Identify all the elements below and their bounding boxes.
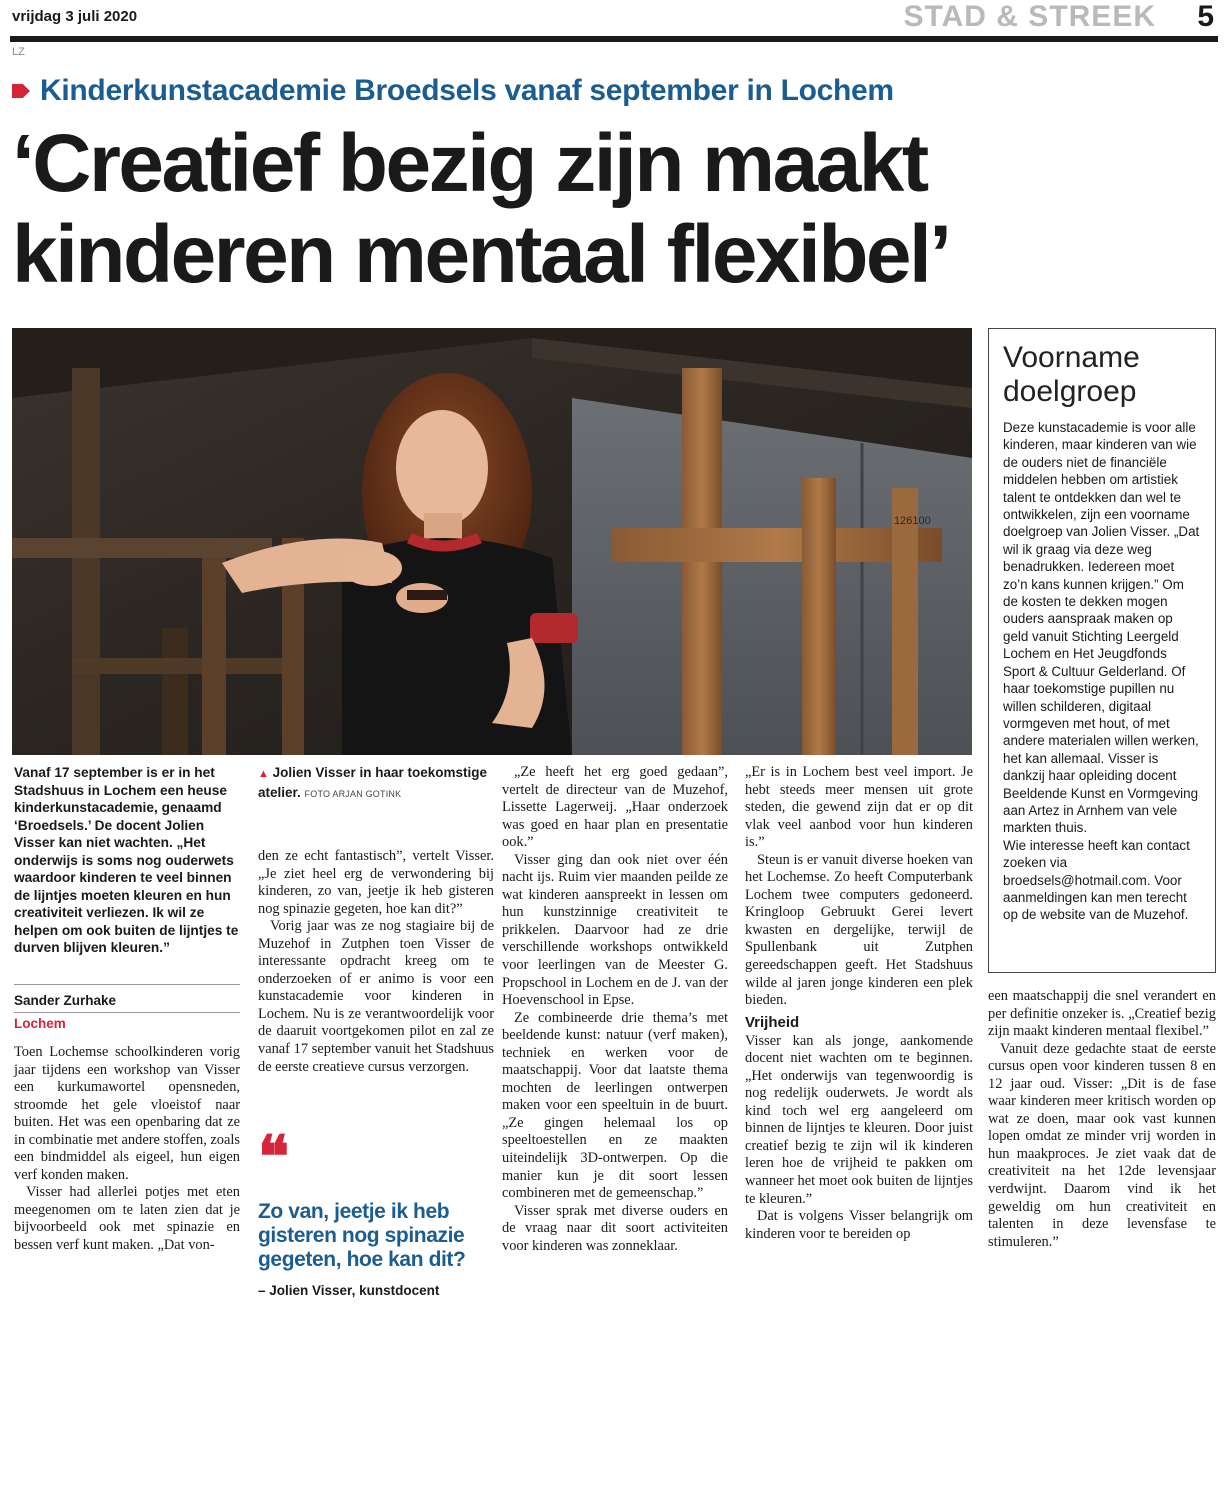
header-rule bbox=[10, 36, 1218, 42]
article-column-4 bbox=[745, 764, 973, 1243]
divider bbox=[14, 984, 240, 985]
body-paragraph: Visser kan als jonge, aankomende docent niet wachten om te beginnen. „Het onderwijs van tegenwoordig is nog redelijk ouderwets. Je wordt als kind toch wel erg aangeleerd om binnen de lijntjes te kleuren. Door juist creatief bezig te zijn wil ik kinderen leren hoe de vrijheid te pakken om wanneer het moet ook buiten de lijntjes te kleuren.” bbox=[745, 1032, 973, 1207]
caption-text: Jolien Visser in haar toekomstige atelier. bbox=[258, 765, 487, 800]
kicker-text: Kinderkunstacademie Broedsels vanaf september in Lochem bbox=[40, 74, 894, 107]
body-paragraph: Visser had allerlei potjes met eten meegenomen om te laten zien dat je bijvoorbeeld ook met spinazie en bessen verf kunt maken. „Dat von- bbox=[14, 1184, 240, 1254]
issue-date: vrijdag 3 juli 2020 bbox=[12, 8, 138, 25]
body-paragraph: Steun is er vanuit diverse hoeken van het Lochemse. Zo heeft Computerbank Lochem twee computers gedoneerd. Kringloop Gebruukt Gerei levert kwasten en dergelijke, terwijl de Spullenbank uit Zutphen gereedschappen geeft. Het Stadshuus wilde al jaren jonge kinderen een plek bieden. bbox=[745, 851, 973, 1009]
pull-quote-attribution: – Jolien Visser, kunstdocent bbox=[258, 1283, 440, 1298]
body-paragraph: Ze combineerde drie thema’s met beeldende kunst: natuur (verf maken), techniek en werken voor de maatschappij. Voor dat laatste thema mochten de leerlingen ontwerpen maken voor een speeltuin in de buurt. „Ze gingen helemaal los op speeltoestellen en ze maakten uiteindelijk 3D-ontwerpen. Op die manier kun je dit soort lessen combineren met de gemeenschap.” bbox=[502, 1009, 728, 1202]
body-paragraph: Toen Lochemse schoolkinderen vorig jaar tijdens een workshop van Visser een kurkumawortel opensneden, stroomde het gele vloeistof naar buiten. Het was een openbaring dat ze in combinatie met andere stoffen, zoals een bindmiddel als eigeel, hun eigen verf konden maken. bbox=[14, 1044, 240, 1183]
sidebar-body bbox=[1003, 419, 1201, 924]
body-paragraph: Visser ging dan ook niet over één nacht ijs. Ruim vier maanden peilde ze wat kinderen aanspreekt in lessen om hun kunstzinnige creativiteit te prikkelen. Daarvoor had ze drie verschillende workshops ontwikkeld voor leerlingen van de Meester G. Propschool in Lochem en de J. van der Hoevenschool in Epse. bbox=[502, 851, 728, 1009]
headline-line-1: ‘Creatief bezig zijn maakt bbox=[12, 118, 927, 209]
kicker-arrow-icon bbox=[12, 84, 30, 98]
edition-code: LZ bbox=[12, 46, 25, 58]
subheading: Vrijheid bbox=[745, 1013, 800, 1031]
section-title: STAD & STREEK bbox=[903, 0, 1156, 33]
caption-triangle-icon: ▲ bbox=[258, 768, 269, 780]
quote-mark-icon: ❝ bbox=[258, 1125, 286, 1190]
headline-line-2: kinderen mentaal flexibel’ bbox=[12, 209, 950, 300]
divider bbox=[14, 1012, 240, 1013]
article-column-5 bbox=[988, 988, 1216, 1251]
body-paragraph: Vorig jaar was ze nog stagiaire bij de Muzehof in Zutphen toen Visser de interessante opdracht kreeg om te onderzoeken of er animo is voor een kunstacademie voor kinderen in Lochem. Nu is ze verantwoordelijk voor de daaruit voortgekomen pilot en zal ze vanaf 17 september vanuit het Stadshuus de eerste creatieve cursus verzorgen. bbox=[258, 918, 494, 1075]
headline bbox=[12, 118, 1222, 300]
article-column-2 bbox=[258, 848, 494, 1076]
photo-credit: FOTO ARJAN GOTINK bbox=[304, 788, 402, 799]
dateline-place: Lochem bbox=[14, 1016, 66, 1031]
pull-quote: Zo van, jeetje ik heb gisteren nog spinazie gegeten, hoe kan dit? bbox=[258, 1200, 466, 1271]
body-paragraph: Visser sprak met diverse ouders en de vraag naar dit soort activiteiten voor kinderen was zonneklaar. bbox=[502, 1202, 728, 1254]
body-paragraph: „Ze heeft het erg goed gedaan”, vertelt de directeur van de Muzehof, Lissette Lagerweij. „Haar onderzoek was goed en haar plan en presentatie ook.” bbox=[502, 764, 728, 851]
body-paragraph: den ze echt fantastisch”, vertelt Visser. „Je ziet heel erg de verwondering bij kinderen, zo van, jeetje ik heb gisteren nog spinazie gegeten, hoe kan dit?” bbox=[258, 848, 494, 917]
page-number: 5 bbox=[1197, 0, 1214, 33]
author-byline: Sander Zurhake bbox=[14, 993, 117, 1008]
article-photo bbox=[12, 328, 972, 755]
body-paragraph: Dat is volgens Visser belangrijk om kinderen voor te bereiden op bbox=[745, 1208, 973, 1242]
photo-caption bbox=[258, 764, 494, 801]
easel-label: 126100 bbox=[894, 515, 931, 527]
body-paragraph: Vanuit deze gedachte staat de eerste cursus open voor kinderen tussen 8 en 12 jaar oud. Visser: „Dit is de fase waar kinderen meer kritisch worden op wat ze doen, maar ook vast kunnen lopen omdat ze minder vrij worden in hun maakproces. Je ziet vaak dat de creativiteit na het 12de levensjaar verdwijnt. Daarom vind ik het geweldig om hun creativiteit en talenten in deze levensfase te stimuleren.” bbox=[988, 1040, 1216, 1250]
sidebar-box bbox=[988, 328, 1216, 973]
body-paragraph: „Er is in Lochem best veel import. Je hebt steeds meer mensen uit grote steden, die gewend zijn dat er op dit vlak veel aanbod voor hun kinderen is.” bbox=[745, 764, 973, 851]
sidebar-paragraph: Wie interesse heeft kan contact zoeken via broedsels@hotmail.com. Voor aanmeldingen kan men terecht op de website van de Muzehof. bbox=[1003, 837, 1190, 923]
sidebar-title: Voorname doelgroep bbox=[1003, 341, 1140, 408]
article-column-1 bbox=[14, 1044, 240, 1255]
kicker bbox=[12, 74, 894, 108]
sidebar-paragraph: Deze kunstacademie is voor alle kinderen, maar kinderen van wie de ouders niet de financiële middelen hebben om artistiek talent te ontdekken dan wel te ontwikkelen, zijn een voorname doelgroep van Jolien Visser. „Dat wil ik graag via deze weg benadrukken. Iedereen moet zo’n kans kunnen krijgen.” Om de kosten te dekken mogen ouders aanspraak maken op geld vanuit Stichting Leergeld Lochem en Het Jeugdfonds Sport & Cultuur Gelderland. Of haar toekomstige pupillen nu willen schilderen, digitaal vormgeven met hout, of met andere materialen willen werken, het kan allemaal. Visser is dankzij haar opleiding docent Beeldende Kunst en Vormgeving aan Artez in Arnhem van vele markten thuis. bbox=[1003, 420, 1200, 836]
body-paragraph: een maatschappij die snel verandert en per definitie onzeker is. „Creatief bezig zijn maakt kinderen mentaal flexibel.” bbox=[988, 988, 1216, 1040]
article-column-3 bbox=[502, 764, 728, 1255]
article-lead: Vanaf 17 september is er in het Stadshuus in Lochem een heuse kinderkunstacademie, genaamd ‘Broedsels.’ De docent Jolien Visser kan niet wachten. „Het onderwijs is soms nog ouderwets waardoor kinderen te veel binnen de lijntjes moeten kleuren en hun creativiteit verliezen. Ik wil ze helpen om ook buiten de lijntjes te durven blijven kleuren.” bbox=[14, 765, 239, 955]
